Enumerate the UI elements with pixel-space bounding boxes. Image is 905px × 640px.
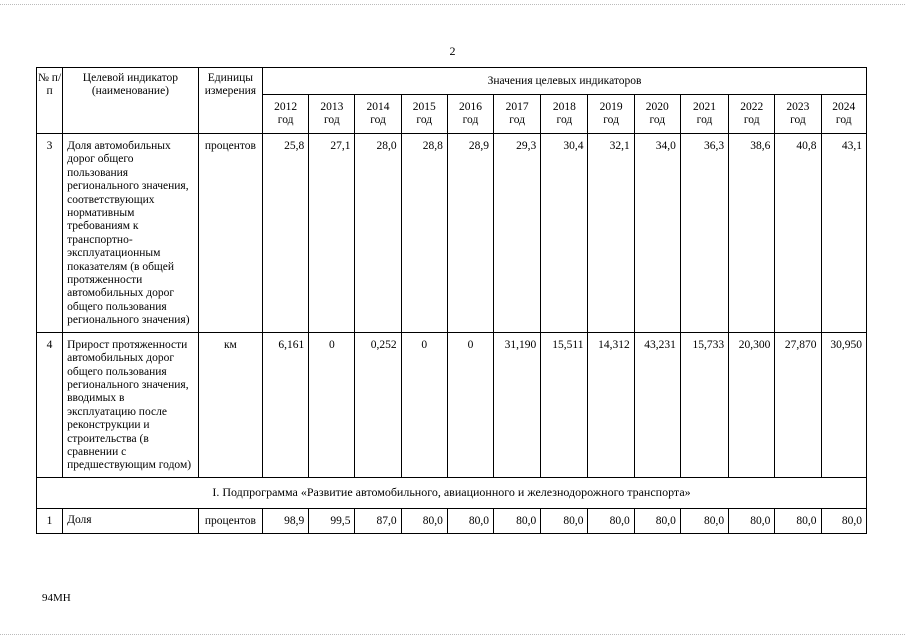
value-cell: 0 (309, 332, 355, 477)
year-label: 2024 (832, 101, 856, 113)
header-year-2018 (541, 95, 588, 134)
value-cell: 25,8 (263, 134, 309, 333)
header-year-2012 (263, 95, 309, 134)
value-cell: 80,0 (401, 508, 447, 533)
year-label: 2023 (786, 101, 810, 113)
header-num: № п/п (37, 68, 63, 134)
value-cell: 20,300 (729, 332, 775, 477)
year-suffix: год (556, 114, 573, 126)
value-cell: 87,0 (355, 508, 401, 533)
year-suffix: год (743, 114, 760, 126)
row-num: 4 (37, 332, 63, 477)
value-cell: 80,0 (821, 508, 866, 533)
value-cell: 80,0 (680, 508, 728, 533)
header-year-2016 (447, 95, 493, 134)
year-suffix: год (277, 114, 294, 126)
year-suffix: год (696, 114, 713, 126)
subprogram-title: I. Подпрограмма «Развитие автомобильного, авиационного и железнодорожного транспорта» (37, 477, 867, 508)
table-row (37, 508, 867, 533)
value-cell: 38,6 (729, 134, 775, 333)
value-cell: 0 (447, 332, 493, 477)
value-cell: 28,9 (447, 134, 493, 333)
value-cell: 30,950 (821, 332, 866, 477)
value-cell: 80,0 (541, 508, 588, 533)
value-cell: 28,0 (355, 134, 401, 333)
row-num: 3 (37, 134, 63, 333)
header-year-2023 (775, 95, 821, 134)
year-label: 2018 (552, 101, 576, 113)
header-year-2021 (680, 95, 728, 134)
subprogram-row (37, 477, 867, 508)
value-cell: 27,1 (309, 134, 355, 333)
row-num: 1 (37, 508, 63, 533)
value-cell: 80,0 (588, 508, 634, 533)
value-cell: 30,4 (541, 134, 588, 333)
value-cell: 98,9 (263, 508, 309, 533)
value-cell: 80,0 (729, 508, 775, 533)
header-row (37, 68, 867, 95)
value-cell: 0,252 (355, 332, 401, 477)
value-cell: 43,1 (821, 134, 866, 333)
value-cell: 14,312 (588, 332, 634, 477)
header-year-2015 (401, 95, 447, 134)
value-cell: 27,870 (775, 332, 821, 477)
year-suffix: год (790, 114, 806, 126)
value-cell: 40,8 (775, 134, 821, 333)
value-cell: 29,3 (494, 134, 541, 333)
header-year-2024 (821, 95, 866, 134)
value-cell: 15,733 (680, 332, 728, 477)
year-label: 2013 (320, 101, 344, 113)
year-suffix: год (462, 114, 479, 126)
value-cell: 15,511 (541, 332, 588, 477)
header-year-2013 (309, 95, 355, 134)
value-cell: 34,0 (634, 134, 680, 333)
table-row (37, 332, 867, 477)
header-name: Целевой индикатор (наименование) (63, 68, 199, 134)
row-unit: км (198, 332, 262, 477)
year-suffix: год (649, 114, 666, 126)
year-label: 2022 (740, 101, 764, 113)
value-cell: 43,231 (634, 332, 680, 477)
header-year-2019 (588, 95, 634, 134)
header-year-2014 (355, 95, 401, 134)
header-year-2020 (634, 95, 680, 134)
year-label: 2015 (412, 101, 436, 113)
value-cell: 80,0 (775, 508, 821, 533)
year-label: 2021 (693, 101, 716, 113)
footer-code: 94МН (42, 592, 71, 604)
value-cell: 36,3 (680, 134, 728, 333)
year-suffix: год (509, 114, 525, 126)
year-suffix: год (603, 114, 619, 126)
year-label: 2017 (505, 101, 529, 113)
value-cell: 80,0 (494, 508, 541, 533)
indicators-table (36, 67, 867, 534)
header-unit: Единицы измерения (198, 68, 262, 134)
header-year-2017 (494, 95, 541, 134)
value-cell: 6,161 (263, 332, 309, 477)
year-label: 2019 (599, 101, 623, 113)
header-values-title: Значения целевых индикаторов (263, 68, 867, 95)
year-suffix: год (835, 114, 852, 126)
header-year-2022 (729, 95, 775, 134)
value-cell: 80,0 (634, 508, 680, 533)
row-indicator-name: Прирост протяженности автомобильных дорог общего пользования регионального значения, вводимых в эксплуатацию после реконструкции и строительства (в сравнении с предшествующим годом) (63, 332, 199, 477)
row-unit: процентов (198, 134, 262, 333)
value-cell: 28,8 (401, 134, 447, 333)
value-cell: 31,190 (494, 332, 541, 477)
year-label: 2014 (366, 101, 390, 113)
year-label: 2012 (274, 101, 298, 113)
scan-edge-top (0, 4, 905, 5)
table-row (37, 134, 867, 333)
year-suffix: год (323, 114, 340, 126)
scan-edge-bottom (0, 634, 905, 635)
page-number: 2 (449, 44, 456, 58)
year-label: 2016 (458, 101, 482, 113)
row-indicator-name: Доля автомобильных дорог общего пользования регионального значения, соответствующих нормативным требованиям к транспортно-эксплуатационным показателям (в общей протяженности автомобильных дорог общего пользования регионального значения) (63, 134, 199, 333)
value-cell: 32,1 (588, 134, 634, 333)
value-cell: 80,0 (447, 508, 493, 533)
value-cell: 99,5 (309, 508, 355, 533)
value-cell: 0 (401, 332, 447, 477)
row-unit: процентов (198, 508, 262, 533)
year-suffix: год (416, 114, 433, 126)
year-label: 2020 (645, 101, 669, 113)
year-suffix: год (370, 114, 386, 126)
row-indicator-name: Доля (63, 508, 199, 533)
